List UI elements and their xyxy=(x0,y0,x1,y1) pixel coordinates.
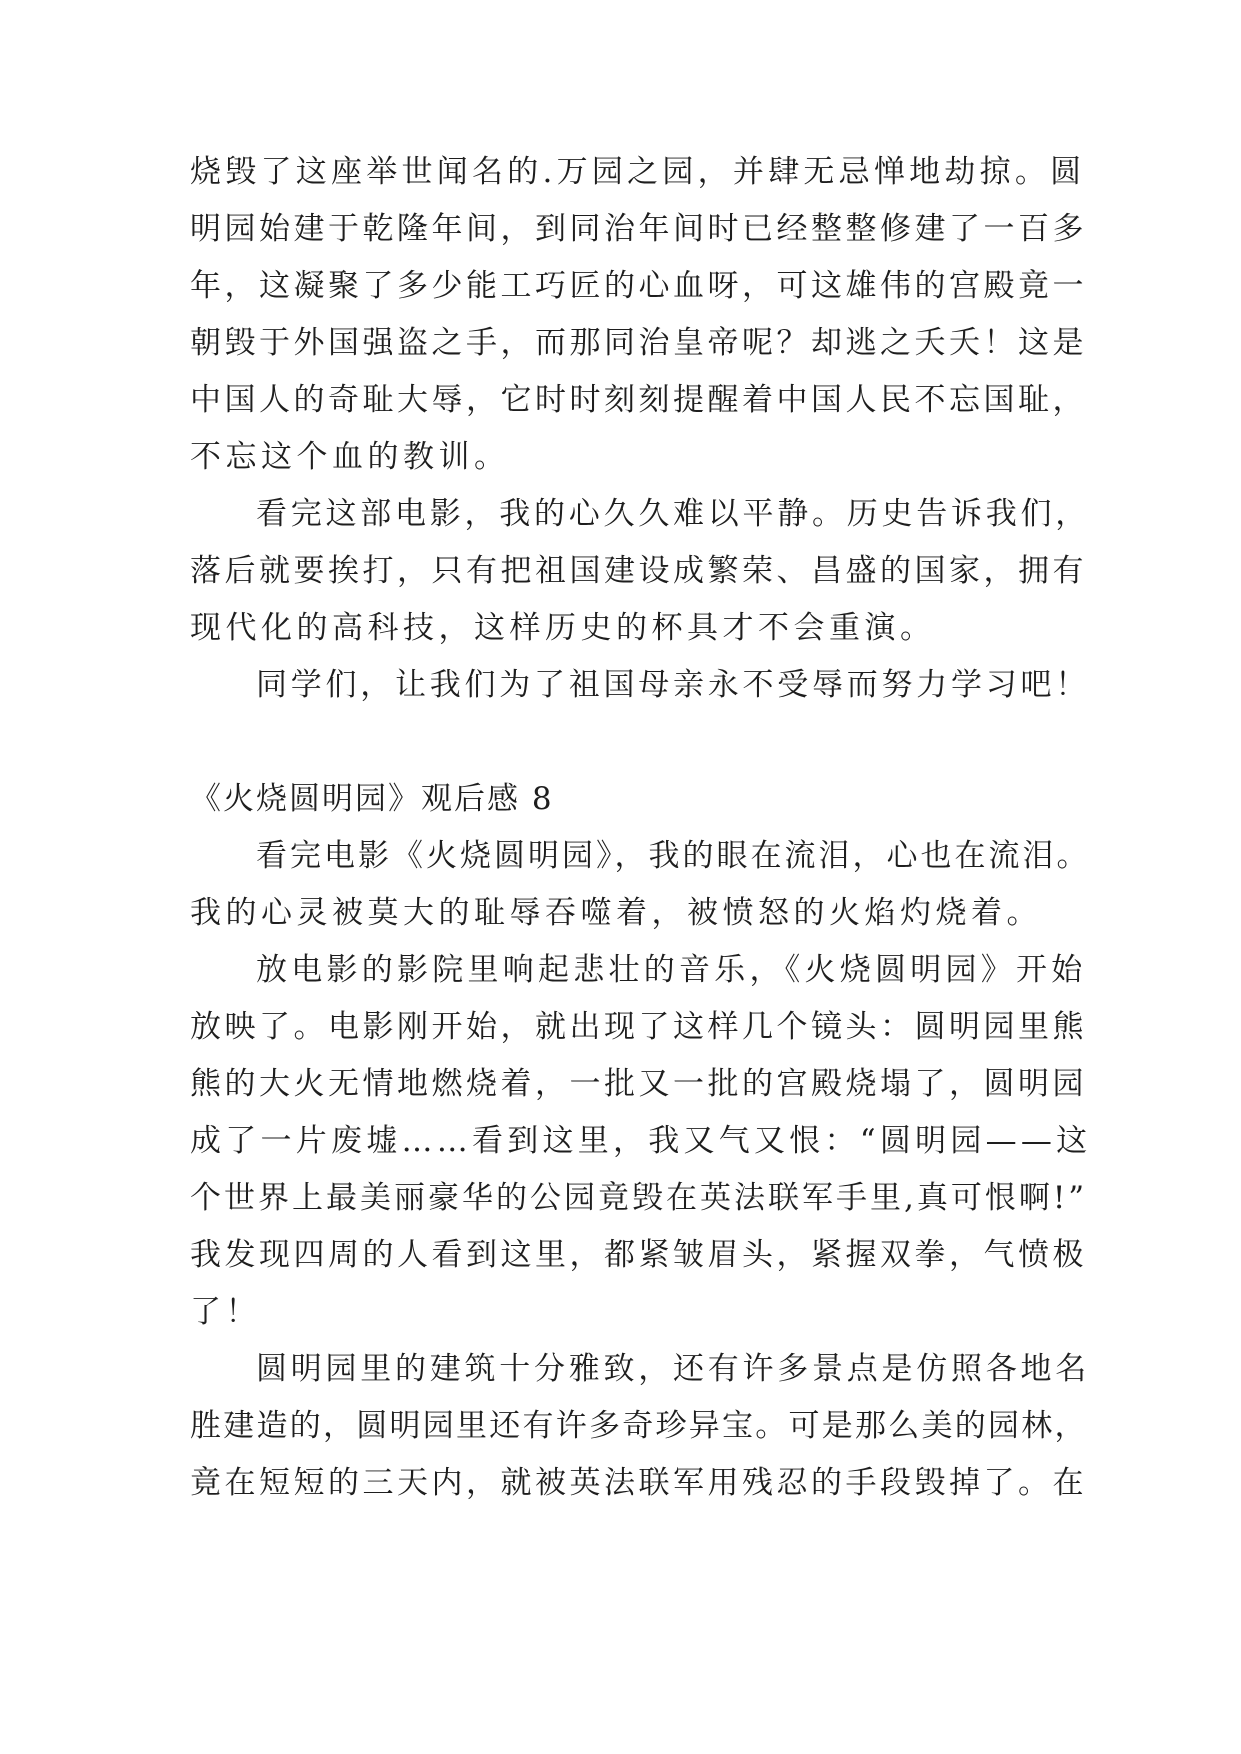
paragraph-first-line: 放电影的影院里响起悲壮的音乐，《火烧圆明园》开始 xyxy=(256,952,1087,988)
text-line: 明园始建于乾隆年间，到同治年间时已经整整修建了一百多 xyxy=(190,211,1087,247)
text-line: 中国人的奇耻大辱，它时时刻刻提醒着中国人民不忘国耻， xyxy=(190,382,1087,418)
text-line: 落后就要挨打，只有把祖国建设成繁荣、昌盛的国家，拥有 xyxy=(190,553,1087,589)
text-line: 胜建造的，圆明园里还有许多奇珍异宝。可是那么美的园林， xyxy=(190,1408,1088,1444)
text-line: 现代化的高科技，这样历史的杯具才不会重演。 xyxy=(190,610,936,646)
section-heading: 《火烧圆明园》观后感 8 xyxy=(190,781,554,817)
text-line: 不忘这个血的教训。 xyxy=(190,439,510,475)
text-line: 放映了。电影刚开始，就出现了这样几个镜头：圆明园里熊 xyxy=(190,1009,1087,1045)
text-line: 我的心灵被莫大的耻辱吞噬着，被愤怒的火焰灼烧着。 xyxy=(190,895,1042,931)
paragraph-first-line: 同学们，让我们为了祖国母亲永不受辱而努力学习吧！ xyxy=(256,667,1090,703)
text-line: 成了一片废墟……看到这里，我又气又恨：“圆明园——这 xyxy=(190,1123,1092,1159)
text-line: 竟在短短的三天内，就被英法联军用残忍的手段毁掉了。在 xyxy=(190,1465,1087,1501)
text-line: 了！ xyxy=(190,1294,261,1330)
text-line: 个世界上最美丽豪华的公园竟毁在英法联军手里,真可恨啊!” xyxy=(190,1180,1088,1216)
text-line: 熊的大火无情地燃烧着，一批又一批的宫殿烧塌了，圆明园 xyxy=(190,1066,1087,1102)
text-line: 烧毁了这座举世闻名的.万园之园，并肆无忌惮地劫掠。圆 xyxy=(190,154,1086,190)
text-line: 年，这凝聚了多少能工巧匠的心血呀，可这雄伟的宫殿竟一 xyxy=(190,268,1087,304)
text-line: 我发现四周的人看到这里，都紧皱眉头，紧握双拳，气愤极 xyxy=(190,1237,1087,1273)
paragraph-first-line: 看完电影《火烧圆明园》，我的眼在流泪，心也在流泪。 xyxy=(256,838,1091,874)
text-line: 朝毁于外国强盗之手，而那同治皇帝呢？却逃之夭夭！这是 xyxy=(190,325,1087,361)
paragraph-first-line: 圆明园里的建筑十分雅致，还有许多景点是仿照各地名 xyxy=(256,1351,1090,1387)
paragraph-first-line: 看完这部电影，我的心久久难以平静。历史告诉我们， xyxy=(256,496,1090,532)
